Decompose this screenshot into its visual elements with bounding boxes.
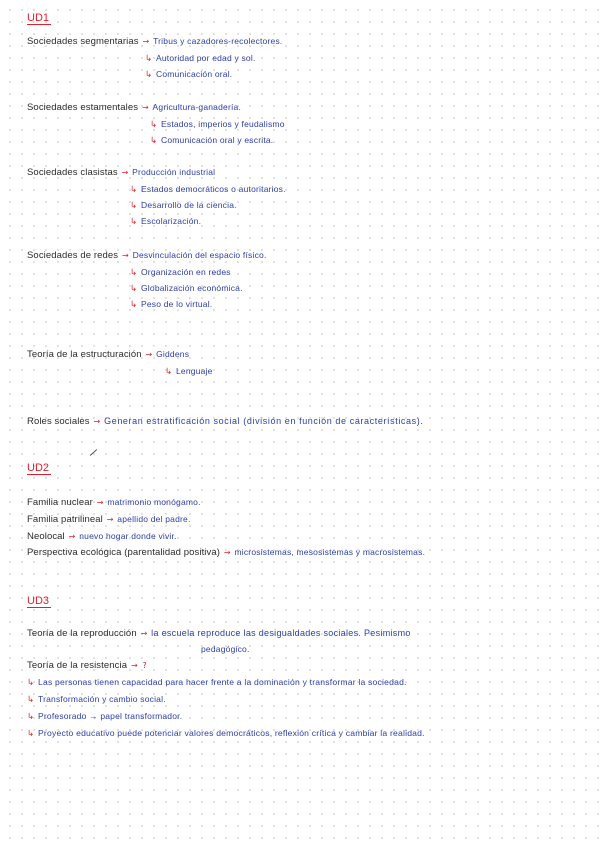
roles-row [27,415,423,428]
redes-item-1: Desvinculación del espacio físico. [132,250,267,260]
redes-item-2: Organización en redes [141,267,231,277]
resistencia-trailing-mark: ? [142,661,147,670]
ud2-heading: UD2 [27,462,50,474]
resistencia-row [27,660,148,672]
resistencia-item-3: Profesorado → papel transformador. [38,711,183,721]
redes-sub-row [130,266,231,279]
perspectiva-ecologica-row [27,546,425,559]
clasistas-sub-row [130,199,237,212]
arrow-icon: → [142,37,150,46]
familia-nuclear-term: Familia nuclear [27,497,93,508]
resistencia-term: Teoría de la resistencia [27,660,128,671]
reproduccion-row [27,627,411,640]
estamentales-sub-row [150,118,285,131]
estamentales-row [27,101,241,114]
arrow-icon: → [122,251,129,260]
estructuracion-item-2: Lenguaje [176,366,213,376]
familia-nuclear-row [27,496,201,509]
estamentales-term: Sociedades estamentales [27,102,139,113]
arrow-icon: → [140,629,148,638]
hook-arrow-icon: ↳ [130,300,138,310]
clasistas-sub-row [130,215,201,228]
resistencia-item-4: Proyecto educativo puede potenciar valores democráticos, reflexión crítica y cambiar la realidad. [38,728,425,738]
hook-arrow-icon: ↳ [130,185,138,195]
familia-patrilineal-row [27,513,191,526]
segmentarias-item-1: Tribus y cazadores-recolectores. [153,36,283,46]
hook-arrow-icon: ↳ [165,367,173,377]
ud1-heading: UD1 [27,12,50,24]
arrow-icon: → [68,532,76,541]
estamentales-item-1: Agricultura-ganadería. [152,102,242,112]
resistencia-sub-row [27,710,182,723]
resistencia-sub-row [27,693,166,706]
estructuracion-sub-row [165,365,213,378]
hook-arrow-icon: ↳ [27,695,35,705]
perspectiva-ecologica-term: Perspectiva ecológica (parentalidad positiva) [27,547,221,558]
resistencia-item-1: Las personas tienen capacidad para hacer frente a la dominación y transformar la sociedad. [38,677,407,687]
resistencia-sub-row [27,676,407,689]
hook-arrow-icon: ↳ [27,729,35,739]
clasistas-item-1: Producción industrial [132,167,216,177]
redes-sub-row [130,282,243,295]
reproduccion-continuation [201,643,250,656]
clasistas-item-4: Escolarización. [141,216,202,226]
perspectiva-ecologica-text: microsistemas, mesosistemas y macrosistemas. [234,547,426,557]
ud3-heading: UD3 [27,595,50,607]
arrow-icon: → [93,417,101,426]
stray-pen-mark [90,449,97,456]
segmentarias-term: Sociedades segmentarias [27,36,139,47]
arrow-icon: → [145,350,153,359]
estructuracion-term: Teoría de la estructuración [27,349,142,360]
segmentarias-sub-row [145,52,256,65]
roles-term: Roles sociales [27,416,90,427]
redes-term: Sociedades de redes [27,250,119,261]
hook-arrow-icon: ↳ [130,268,138,278]
arrow-icon: → [96,498,104,507]
estamentales-item-2: Estados, imperios y feudalismo [161,119,285,129]
neolocal-row [27,530,177,543]
resistencia-item-2: Transformación y cambio social. [38,694,166,704]
segmentarias-item-3: Comunicación oral. [156,69,233,79]
clasistas-sub-row [130,183,286,196]
familia-patrilineal-text: apellido del padre. [117,514,191,524]
hook-arrow-icon: ↳ [150,136,158,146]
clasistas-row [27,166,215,179]
redes-sub-row [130,298,212,311]
roles-text: Generan estratificación social (división en función de características). [104,416,424,426]
clasistas-term: Sociedades clasistas [27,167,118,178]
hook-arrow-icon: ↳ [27,712,35,722]
familia-nuclear-text: matrimonio monógamo. [107,497,201,507]
hook-arrow-icon: ↳ [150,120,158,130]
hook-arrow-icon: ↳ [130,284,138,294]
segmentarias-item-2: Autoridad por edad y sol. [156,53,256,63]
arrow-icon: → [223,548,231,557]
hook-arrow-icon: ↳ [130,217,138,227]
redes-item-3: Globalización económica. [141,283,243,293]
arrow-icon: → [121,168,129,177]
arrow-icon: → [130,661,138,670]
neolocal-text: nuevo hogar donde vivir. [79,531,177,541]
hook-arrow-icon: ↳ [130,201,138,211]
reproduccion-term: Teoría de la reproducción [27,628,137,639]
redes-row [27,249,267,262]
estructuracion-item-1: Giddens [156,349,190,359]
segmentarias-sub-row [145,68,232,81]
resistencia-sub-row [27,727,425,740]
hook-arrow-icon: ↳ [145,70,153,80]
hook-arrow-icon: ↳ [145,54,153,64]
clasistas-item-2: Estados democráticos o autoritarios. [141,184,286,194]
hook-arrow-icon: ↳ [27,678,35,688]
familia-patrilineal-term: Familia patrilineal [27,514,103,525]
reproduccion-text-line2: pedagógico. [201,644,250,654]
segmentarias-row [27,35,282,48]
arrow-icon: → [106,515,114,524]
neolocal-term: Neolocal [27,531,65,542]
redes-item-4: Peso de lo virtual. [141,299,213,309]
clasistas-item-3: Desarrollo de la ciencia. [141,200,237,210]
arrow-icon: → [141,103,149,112]
estamentales-sub-row [150,134,273,147]
estructuracion-row [27,348,189,361]
estamentales-item-3: Comunicación oral y escrita. [161,135,274,145]
reproduccion-text-line1: la escuela reproduce las desigualdades sociales. Pesimismo [151,628,411,638]
